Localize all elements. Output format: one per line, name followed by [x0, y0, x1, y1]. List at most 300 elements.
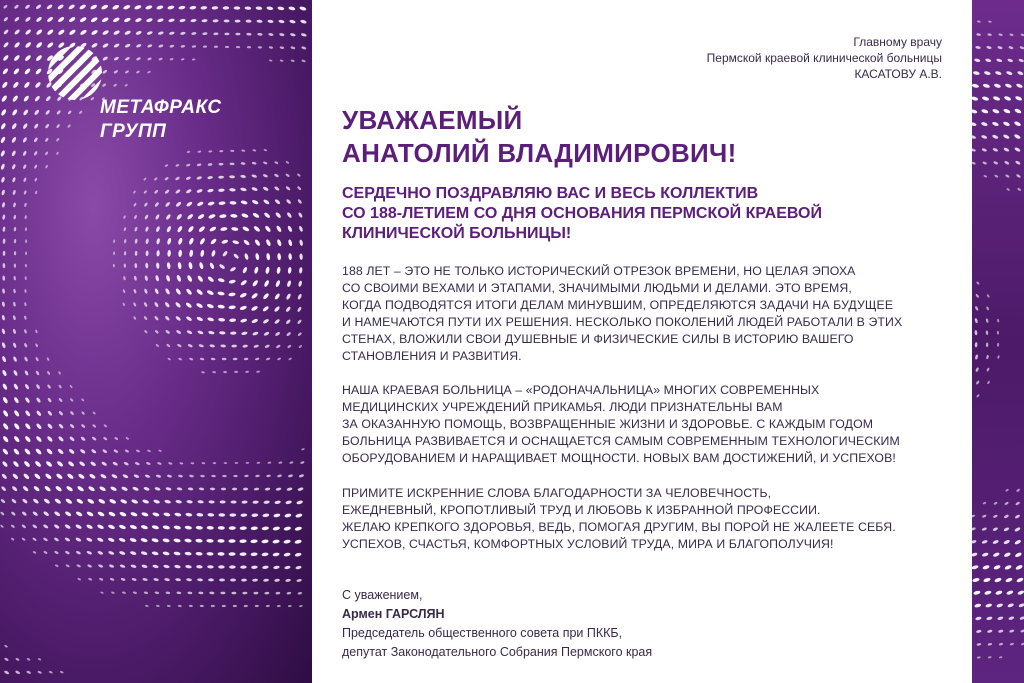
- decorative-dot: [186, 163, 191, 167]
- decorative-dot: [994, 577, 1002, 583]
- decorative-dot: [77, 485, 85, 492]
- decorative-dot: [993, 514, 998, 518]
- decorative-dot: [1003, 527, 1010, 532]
- decorative-dot: [80, 436, 86, 442]
- decorative-dot: [81, 411, 85, 415]
- decorative-dot: [1015, 160, 1021, 165]
- decorative-dot: [120, 498, 128, 504]
- greeting-heading: [342, 104, 737, 170]
- decorative-right-panel: [972, 0, 1024, 683]
- decorative-dot: [186, 201, 193, 207]
- decorative-dot: [220, 592, 225, 595]
- decorative-dot: [153, 578, 159, 582]
- decorative-dot: [142, 578, 148, 582]
- decorative-dot: [68, 29, 76, 36]
- decorative-dot: [196, 176, 202, 180]
- decorative-dot: [33, 151, 37, 156]
- decorative-dot: [78, 473, 86, 480]
- decorative-dot: [12, 81, 19, 89]
- decorative-dot: [151, 551, 158, 556]
- decorative-dot: [162, 551, 169, 556]
- decorative-dot: [264, 225, 271, 233]
- decorative-dot: [297, 487, 304, 492]
- decorative-dot: [277, 357, 281, 361]
- decorative-dot: [185, 176, 191, 181]
- decorative-dot: [11, 537, 15, 541]
- decorative-dot: [110, 486, 118, 492]
- decorative-dot: [58, 384, 62, 389]
- decorative-dot: [277, 253, 281, 260]
- decorative-dot: [113, 30, 120, 36]
- decorative-dot: [2, 214, 6, 220]
- decorative-dot: [123, 276, 126, 280]
- decorative-dot: [36, 410, 42, 417]
- decorative-dot: [213, 19, 219, 22]
- decorative-dot: [301, 46, 306, 50]
- decorative-dot: [53, 537, 59, 542]
- decorative-dot: [262, 186, 269, 191]
- decorative-dot: [274, 318, 281, 324]
- decorative-dot: [43, 537, 48, 542]
- decorative-dot: [993, 501, 997, 505]
- decorative-dot: [13, 54, 20, 62]
- decorative-dot: [168, 18, 175, 23]
- decorative-dot: [11, 498, 17, 504]
- decorative-dot: [1009, 629, 1014, 633]
- letter-page: [312, 0, 972, 683]
- decorative-dot: [154, 202, 159, 208]
- decorative-dot: [11, 109, 18, 117]
- decorative-dot: [972, 122, 977, 127]
- decorative-dot: [290, 59, 294, 62]
- decorative-dot: [123, 17, 131, 23]
- decorative-dot: [1005, 174, 1010, 178]
- decorative-dot: [192, 45, 197, 48]
- decorative-dot: [130, 551, 137, 556]
- decorative-dot: [298, 280, 303, 287]
- decorative-dot: [133, 474, 139, 479]
- decorative-dot: [176, 274, 182, 282]
- decorative-dot: [163, 564, 170, 568]
- decorative-dot: [986, 294, 990, 298]
- decorative-dot: [983, 175, 987, 178]
- decorative-dot: [253, 592, 258, 595]
- decorative-dot: [178, 605, 182, 608]
- congratulation-subheading: [342, 184, 822, 244]
- decorative-dot: [245, 371, 249, 374]
- decorative-dot: [206, 303, 214, 309]
- decorative-dot: [156, 474, 162, 478]
- decorative-dot: [121, 486, 128, 492]
- decorative-dot: [187, 225, 194, 233]
- decorative-dot: [153, 499, 160, 504]
- decorative-dot: [33, 123, 39, 129]
- decorative-dot: [168, 462, 173, 465]
- decorative-dot: [175, 189, 181, 195]
- decorative-dot: [975, 342, 978, 347]
- decorative-dot: [184, 551, 191, 555]
- decorative-dot: [198, 591, 203, 594]
- decorative-dot: [0, 108, 7, 116]
- decorative-dot: [992, 539, 999, 544]
- decorative-dot: [146, 31, 153, 36]
- decorative-dot: [173, 551, 180, 556]
- decorative-dot: [218, 565, 225, 568]
- decorative-dot: [124, 449, 129, 453]
- decorative-dot: [164, 176, 169, 180]
- decorative-dot: [189, 250, 193, 258]
- decorative-dot: [47, 397, 52, 403]
- decorative-dot: [3, 41, 10, 48]
- decorative-dot: [285, 186, 291, 191]
- decorative-dot: [1017, 71, 1024, 76]
- decorative-dot: [21, 537, 26, 541]
- decorative-dot: [207, 526, 214, 530]
- decorative-dot: [13, 410, 20, 418]
- decorative-dot: [209, 344, 215, 348]
- decorative-dot: [181, 58, 185, 61]
- decorative-dot: [987, 33, 992, 36]
- decorative-dot: [186, 330, 192, 335]
- decorative-dot: [130, 564, 136, 569]
- decorative-dot: [154, 177, 158, 181]
- decorative-dot: [208, 578, 214, 581]
- decorative-dot: [133, 591, 138, 594]
- decorative-dot: [167, 250, 171, 257]
- decorative-dot: [988, 20, 992, 23]
- decorative-dot: [64, 537, 70, 542]
- decorative-dot: [189, 357, 194, 361]
- decorative-dot: [273, 513, 280, 518]
- decorative-dot: [24, 54, 32, 62]
- decorative-dot: [275, 212, 282, 219]
- decorative-dot: [219, 150, 223, 152]
- decorative-dot: [239, 305, 247, 311]
- decorative-dot: [56, 110, 61, 116]
- decorative-dot: [2, 276, 5, 281]
- decorative-dot: [143, 486, 150, 491]
- decorative-dot: [298, 212, 303, 218]
- decorative-dot: [11, 136, 17, 143]
- decorative-dot: [175, 176, 180, 181]
- decorative-dot: [79, 29, 87, 36]
- decorative-dot: [987, 643, 992, 646]
- decorative-dot: [152, 512, 160, 517]
- decorative-dot: [189, 6, 196, 10]
- decorative-dot: [87, 564, 92, 568]
- decorative-dot: [14, 239, 17, 243]
- decorative-dot: [263, 212, 271, 219]
- decorative-dot: [131, 499, 139, 505]
- decorative-dot: [1004, 564, 1012, 570]
- paragraph-line: ЕЖЕДНЕВНЫЙ, КРОПОТЛИВЫЙ ТРУД И ЛЮБОВЬ К ИЗБРАННОЙ ПРОФЕССИИ.: [342, 503, 821, 517]
- decorative-dot: [239, 552, 246, 556]
- decorative-dot: [228, 279, 235, 284]
- decorative-dot: [198, 225, 206, 232]
- decorative-dot: [184, 538, 192, 543]
- decorative-dot: [299, 267, 303, 274]
- decorative-dot: [1016, 488, 1020, 492]
- striped-circle-icon: [46, 44, 104, 102]
- decorative-dot: [10, 524, 15, 528]
- decorative-dot: [47, 384, 52, 389]
- decorative-dot: [1009, 33, 1013, 36]
- decorative-dot: [263, 149, 267, 152]
- decorative-dot: [244, 357, 249, 360]
- decorative-dot: [165, 213, 171, 220]
- decorative-dot: [22, 498, 29, 504]
- decorative-dot: [208, 213, 216, 219]
- decorative-dot: [24, 397, 30, 404]
- decorative-dot: [264, 592, 269, 595]
- decorative-dot: [13, 215, 16, 220]
- decorative-dot: [141, 551, 148, 556]
- decorative-dot: [1014, 147, 1021, 153]
- decorative-dot: [2, 435, 9, 443]
- decorative-dot: [176, 213, 183, 220]
- decorative-dot: [993, 96, 1001, 102]
- decorative-dot: [75, 550, 81, 555]
- decorative-dot: [24, 315, 27, 320]
- decorative-dot: [1019, 616, 1024, 621]
- decorative-dot: [233, 253, 240, 260]
- decorative-dot: [973, 71, 980, 76]
- decorative-dot: [301, 33, 307, 38]
- decorative-dot: [154, 288, 159, 295]
- decorative-dot: [212, 6, 219, 10]
- decorative-dot: [273, 565, 280, 569]
- decorative-dot: [113, 252, 115, 256]
- decorative-dot: [140, 537, 148, 542]
- decorative-dot: [201, 371, 205, 374]
- decorative-dot: [152, 564, 159, 568]
- decorative-dot: [982, 514, 987, 518]
- decorative-dot: [64, 524, 71, 530]
- decorative-dot: [242, 344, 248, 348]
- decorative-dot: [214, 45, 218, 48]
- decorative-dot: [135, 251, 138, 256]
- decorative-dot: [974, 58, 981, 62]
- decorative-dot: [13, 315, 17, 320]
- decorative-dot: [142, 499, 149, 504]
- decorative-dot: [12, 190, 16, 196]
- decorative-dot: [2, 54, 9, 61]
- decorative-dot: [1008, 616, 1014, 621]
- decorative-dot: [119, 550, 126, 555]
- decorative-dot: [1003, 121, 1011, 127]
- decorative-dot: [297, 199, 302, 205]
- decorative-dot: [24, 68, 32, 76]
- decorative-dot: [185, 288, 192, 296]
- decorative-dot: [79, 16, 87, 23]
- decorative-dot: [219, 578, 225, 581]
- decorative-dot: [279, 33, 285, 37]
- decorative-dot: [91, 29, 99, 36]
- decorative-dot: [228, 305, 235, 309]
- decorative-dot: [972, 148, 976, 152]
- decorative-dot: [178, 357, 182, 361]
- decorative-dot: [11, 485, 18, 492]
- decorative-dot: [169, 31, 175, 35]
- decorative-dot: [987, 629, 993, 633]
- decorative-dot: [258, 46, 263, 49]
- decorative-dot: [23, 473, 30, 480]
- decorative-dot: [982, 502, 986, 505]
- decorative-dot: [12, 95, 19, 103]
- decorative-dot: [297, 592, 302, 595]
- decorative-dot: [122, 474, 129, 479]
- decorative-dot: [24, 343, 28, 348]
- decorative-dot: [984, 590, 992, 595]
- decorative-dot: [274, 173, 279, 178]
- decorative-dot: [3, 263, 6, 268]
- decorative-dot: [207, 188, 214, 193]
- decorative-dot: [110, 577, 115, 581]
- decorative-dot: [288, 267, 292, 274]
- decorative-dot: [997, 331, 999, 335]
- decorative-dot: [976, 380, 980, 385]
- decorative-dot: [254, 266, 259, 274]
- decorative-dot: [66, 473, 74, 480]
- decorative-dot: [997, 46, 1003, 50]
- paragraph-line: СО СВОИМИ ВЕХАМИ И ЭТАПАМИ, ЗНАЧИМЫМИ ЛЮДЬМИ И ДЕЛАМИ. ЭТО ВРЕМЯ,: [342, 281, 852, 295]
- decorative-dot: [178, 474, 183, 477]
- decorative-dot: [982, 96, 990, 102]
- decorative-dot: [111, 473, 118, 479]
- decorative-dot: [123, 215, 126, 219]
- decorative-dot: [1006, 590, 1014, 596]
- decorative-dot: [58, 397, 63, 402]
- decorative-dot: [24, 215, 27, 219]
- decorative-dot: [266, 474, 271, 477]
- decorative-dot: [22, 123, 28, 130]
- decorative-dot: [210, 238, 217, 245]
- decorative-dot: [275, 592, 280, 595]
- decorative-dot: [87, 498, 95, 505]
- decorative-dot: [35, 435, 42, 442]
- decorative-dot: [132, 486, 139, 491]
- decorative-dot: [985, 603, 992, 608]
- decorative-dot: [192, 58, 196, 61]
- decorative-dot: [284, 513, 292, 518]
- decorative-dot: [234, 371, 238, 373]
- decorative-dot: [974, 603, 981, 608]
- paragraph-line: НАША КРАЕВАЯ БОЛЬНИЦА – «РОДОНАЧАЛЬНИЦА» МНОГИХ СОВРЕМЕННЫХ: [342, 383, 820, 397]
- decorative-dot: [263, 279, 270, 287]
- decorative-left-panel: [0, 0, 312, 683]
- decorative-dot: [1003, 108, 1011, 114]
- decorative-dot: [217, 539, 224, 543]
- decorative-dot: [1, 81, 8, 89]
- decorative-dot: [76, 564, 81, 568]
- decorative-dot: [92, 411, 96, 415]
- decorative-dot: [100, 591, 104, 594]
- decorative-dot: [44, 473, 52, 480]
- decorative-dot: [1014, 134, 1022, 140]
- decorative-dot: [25, 276, 27, 280]
- decorative-dot: [154, 315, 159, 321]
- decorative-dot: [46, 448, 53, 455]
- decorative-dot: [288, 474, 293, 478]
- decorative-dot: [217, 304, 225, 308]
- decorative-dot: [0, 498, 6, 503]
- decorative-dot: [155, 214, 160, 220]
- decorative-dot: [14, 4, 20, 9]
- decorative-dot: [14, 251, 16, 255]
- decorative-dot: [975, 616, 982, 620]
- decorative-dot: [1003, 134, 1010, 140]
- decorative-dot: [134, 215, 138, 220]
- decorative-dot: [233, 605, 237, 607]
- decorative-dot: [207, 513, 214, 517]
- decorative-dot: [189, 605, 193, 608]
- decorative-dot: [81, 424, 86, 429]
- signature-title: Председатель общественного совета при ПККБ,: [342, 626, 623, 640]
- decorative-dot: [1, 356, 6, 363]
- decorative-dot: [286, 331, 292, 336]
- decorative-dot: [285, 578, 291, 582]
- decorative-dot: [218, 513, 225, 517]
- decorative-dot: [24, 329, 28, 334]
- decorative-dot: [283, 552, 290, 557]
- decorative-dot: [118, 537, 126, 543]
- decorative-dot: [190, 19, 196, 23]
- decorative-dot: [136, 449, 141, 453]
- decorative-dot: [26, 658, 30, 662]
- paragraph-wishes: [342, 485, 896, 553]
- brand-logo: [46, 44, 104, 107]
- decorative-dot: [285, 306, 291, 313]
- decorative-dot: [169, 44, 174, 48]
- decorative-dot: [228, 539, 235, 543]
- decorative-dot: [251, 305, 259, 312]
- decorative-dot: [242, 266, 248, 274]
- decorative-dot: [251, 318, 258, 324]
- decorative-dot: [1004, 95, 1012, 101]
- decorative-dot: [47, 371, 51, 376]
- decorative-dot: [265, 487, 271, 491]
- decorative-dot: [141, 512, 149, 518]
- decorative-dot: [196, 565, 203, 569]
- decorative-dot: [276, 225, 283, 233]
- decorative-dot: [1, 328, 6, 334]
- decorative-dot: [211, 250, 216, 257]
- decorative-dot: [166, 343, 171, 347]
- decorative-dot: [0, 524, 4, 528]
- decorative-dot: [165, 288, 171, 295]
- decorative-dot: [167, 605, 171, 608]
- decorative-dot: [255, 605, 259, 607]
- decorative-dot: [191, 32, 197, 36]
- decorative-dot: [1006, 71, 1013, 76]
- decorative-dot: [35, 329, 38, 333]
- decorative-dot: [125, 56, 131, 61]
- decorative-dot: [103, 424, 107, 428]
- decorative-dot: [992, 121, 1000, 127]
- decorative-dot: [187, 591, 192, 594]
- decorative-dot: [156, 262, 160, 269]
- decorative-dot: [175, 288, 182, 296]
- decorative-dot: [174, 564, 181, 568]
- decorative-dot: [56, 460, 64, 467]
- decorative-dot: [77, 578, 81, 581]
- decorative-dot: [197, 213, 205, 220]
- brand-name-line2: ГРУПП: [100, 121, 167, 142]
- decorative-dot: [252, 331, 259, 336]
- decorative-dot: [240, 318, 247, 323]
- decorative-dot: [45, 123, 50, 129]
- decorative-dot: [992, 108, 1000, 114]
